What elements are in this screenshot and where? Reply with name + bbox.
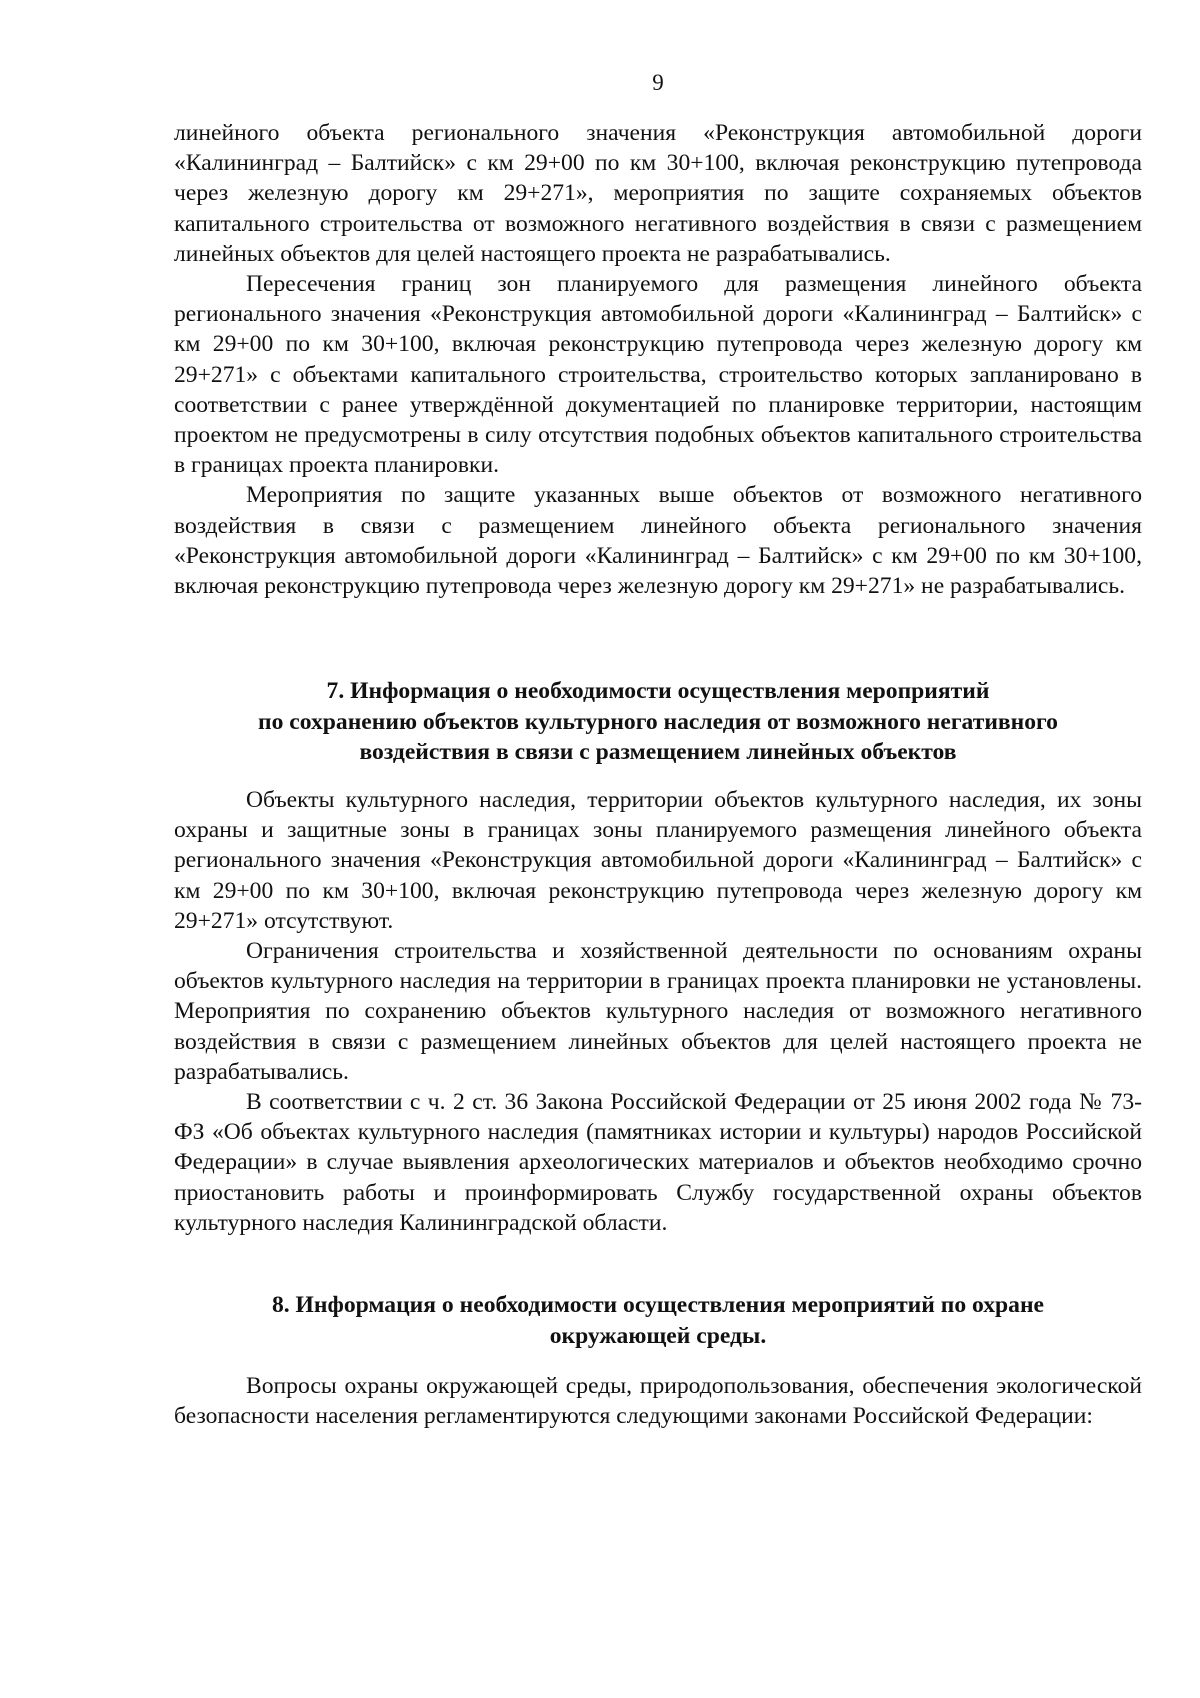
intro-text — [174, 118, 1142, 601]
page-number: 9 — [652, 70, 664, 95]
section-8-title-line-2: окружающей среды. — [549, 1322, 767, 1349]
section-7-body — [174, 785, 1142, 1238]
section-7-title-line-2: по сохранению объектов культурного наследия от возможного негативного — [258, 708, 1058, 735]
section-7-paragraph-3: В соответствии с ч. 2 ст. 36 Закона Российской Федерации от 25 июня 2002 года № 73-ФЗ «Об объектах культурного наследия (памятниках истории и культуры) народов Российской Федерации» в случае выявления археологических материалов и объектов необходимо срочно приостановить работы и проинформировать Службу государственной охраны объектов культурного наследия Калининградской области. — [174, 1089, 1142, 1236]
section-7-paragraph-1: Объекты культурного наследия, территории объектов культурного наследия, их зоны охраны и защитные зоны в границах зоны планируемого размещения линейного объекта регионального значения «Реконструкция автомобильной дороги «Калининград – Балтийск» с км 29+00 по км 30+100, включая реконструкцию путепровода через железную дорогу км 29+271» отсутствуют. — [174, 787, 1142, 934]
section-8-heading — [174, 1290, 1142, 1351]
intro-paragraph-1: линейного объекта регионального значения «Реконструкция автомобильной дороги «Калининград – Балтийск» с км 29+00 по км 30+100, включая реконструкцию путепровода через железную дорогу км 29+271», мероприятия по защите сохраняемых объектов капитального строительства от возможного негативного воздействия в связи с размещением линейных объектов для целей настоящего проекта не разрабатывались. — [174, 120, 1142, 267]
document-page — [174, 0, 1142, 1698]
section-7-heading — [174, 676, 1142, 768]
intro-paragraph-3: Мероприятия по защите указанных выше объектов от возможного негативного воздействия в связи с размещением линейного объекта регионального значения «Реконструкция автомобильной дороги «Калининград – Балтийск» с км 29+00 по км 30+100, включая реконструкцию путепровода через железную дорогу км 29+271» не разрабатывались. — [174, 482, 1142, 600]
section-8-title-line-1: 8. Информация о необходимости осуществления мероприятий по охране — [271, 1292, 1045, 1318]
section-7-paragraph-2: Ограничения строительства и хозяйственной деятельности по основаниям охраны объектов культурного наследия на территории в границах проекта планировки не установлены. Мероприятия по сохранению объектов культурного наследия от возможного негативного воздействия в связи с размещением линейных объектов для целей настоящего проекта не разрабатывались. — [174, 938, 1142, 1085]
intro-paragraph-2: Пересечения границ зон планируемого для размещения линейного объекта регионального значения «Реконструкция автомобильной дороги «Калининград – Балтийск» с км 29+00 по км 30+100, включая реконструкцию путепровода через железную дорогу км 29+271» с объектами капитального строительства, строительство которых запланировано в соответствии с ранее утверждённой документацией по планировке территории, настоящим проектом не предусмотрены в силу отсутствия подобных объектов капитального строительства в границах проекта планировки. — [174, 271, 1142, 479]
section-8-paragraph-1: Вопросы охраны окружающей среды, природопользования, обеспечения экологической безопасности населения регламентируются следующими законами Российской Федерации: — [174, 1373, 1142, 1430]
section-7-title-line-1: 7. Информация о необходимости осуществления мероприятий — [326, 678, 990, 704]
section-7-title-line-3: воздействия в связи с размещением линейных объектов — [359, 739, 957, 765]
section-8-body — [174, 1371, 1142, 1431]
